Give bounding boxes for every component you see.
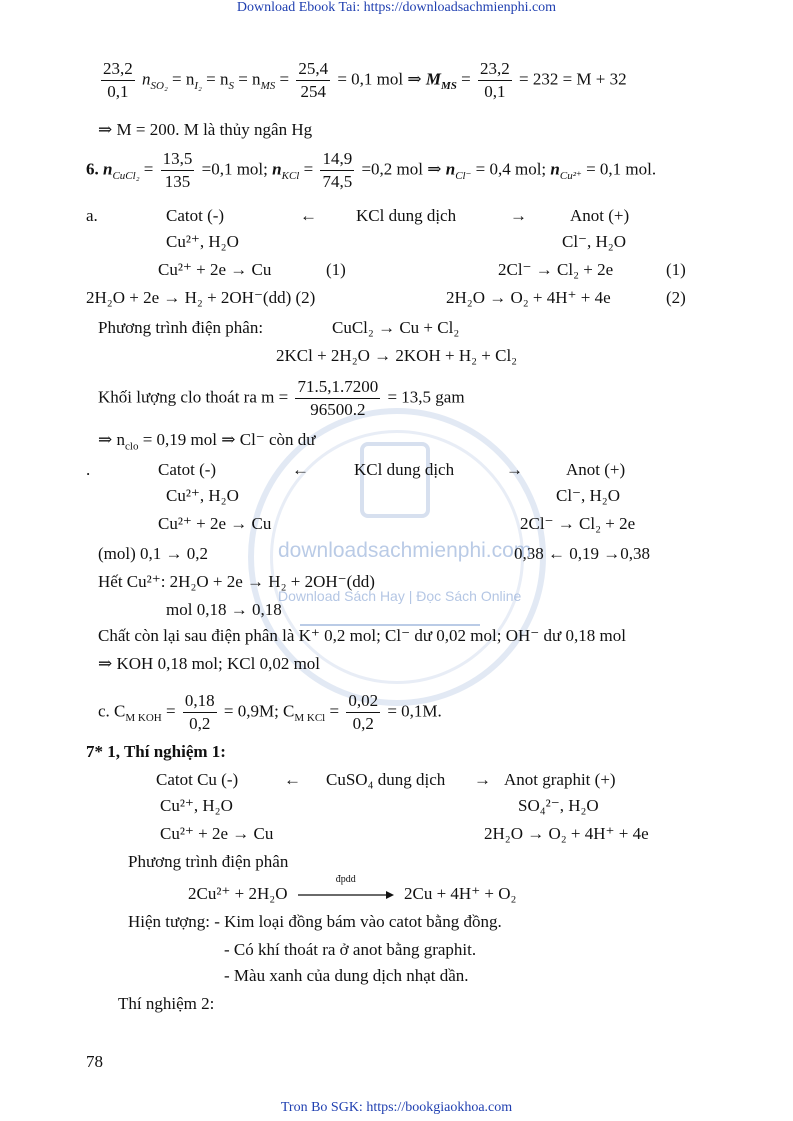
solution-label: KCl dung dịch xyxy=(356,206,457,225)
phenomenon-1: Hiện tượng: - Kim loại đồng bám vào catot bằng đồng. xyxy=(128,912,502,931)
nclo-line: ⇒ $n_{clo} = 0,19$ mol ⇒ Cl⁻ còn dư xyxy=(98,430,316,453)
page-number: 78 xyxy=(86,1052,103,1071)
electrolysis-label: Phương trình điện phân xyxy=(128,852,289,871)
reaction-num: (2) xyxy=(666,288,686,307)
eq-line-6: 6. $n_{CuCl_2}$ = $\frac{13,5}{135}$ =0,1 mol; $n_{KCl}$ = $\frac{14,9}{74,5}$ =0,2 mol ⇒ $n_{Cl^-} = 0,4$ mol; $n_{Cu^{2+}} = 0,1$ mol. xyxy=(86,149,657,191)
electrolysis-eq-1: CuCl₂ → Cu + Cl₂ xyxy=(332,318,460,337)
anot-ions: Cl⁻, H₂O xyxy=(562,232,627,251)
reaction-num: (1) xyxy=(326,260,346,279)
fraction: $\frac{25,4}{254}$ xyxy=(298,59,329,101)
catot-reaction: Cu²⁺ + 2e → Cu xyxy=(160,824,274,843)
mol-line-2: 0,38 ← 0,19 →0,38 xyxy=(514,544,650,563)
anot-label: Anot (+) xyxy=(570,206,630,225)
het-cu-line: Hết Cu²⁺: 2H₂O + 2e → H₂ + 2OH⁻(dd) xyxy=(98,572,375,591)
catot-reaction-2: 2H₂O + 2e → H₂ + 2OH⁻(dd) (2) xyxy=(86,288,316,307)
reaction-arrow: đpdd xyxy=(298,884,394,904)
anot-reaction: 2H₂O → O₂ + 4H⁺ + 4e xyxy=(484,824,649,843)
remaining-line: Chất còn lại sau điện phân là K⁺ 0,2 mol; Cl⁻ dư 0,02 mol; OH⁻ dư 0,18 mol xyxy=(98,626,626,645)
catot-reaction: Cu²⁺ + 2e → Cu xyxy=(158,514,272,533)
header-download-link[interactable]: Download Ebook Tai: https://downloadsachmienphi.com xyxy=(236,0,557,15)
anot-reaction: 2Cl⁻ → Cl₂ + 2e xyxy=(520,514,636,533)
koh-line: ⇒ KOH 0,18 mol; KCl 0,02 mol xyxy=(98,654,321,673)
reaction-num: (1) xyxy=(666,260,686,279)
fraction: $\frac{23,2}{0,1}$ xyxy=(103,59,133,101)
anot-reaction-1: 2Cl⁻ → Cl₂ + 2e xyxy=(498,260,614,279)
result-line: ⇒ M = 200. M là thủy ngân Hg xyxy=(98,120,313,139)
arrow-right: → xyxy=(510,206,527,225)
catot-ions: Cu²⁺, H₂O xyxy=(166,232,239,251)
book-icon xyxy=(360,442,430,518)
fraction: $\frac{23,2}{0,1}$ xyxy=(479,59,510,101)
fraction: $\frac{14,9}{74,5}$ xyxy=(322,149,353,191)
fraction: $\frac{0,02}{0,2}$ xyxy=(348,691,379,733)
solution-label: KCl dung dịch xyxy=(354,460,455,479)
arrow-left: ← xyxy=(292,460,309,479)
catot-reaction-1: Cu²⁺ + 2e → Cu xyxy=(158,260,272,279)
anot-label: Anot graphit (+) xyxy=(504,770,616,789)
arrow-right: → xyxy=(506,460,523,479)
long-arrow-icon xyxy=(298,890,394,900)
catot-ions: Cu²⁺, H₂O xyxy=(160,796,233,815)
footer-sgk-link[interactable]: Tron Bo SGK: https://bookgiaokhoa.com xyxy=(280,1100,513,1115)
arrow-left: ← xyxy=(300,206,317,225)
chlorine-mass: Khối lượng clo thoát ra m = $\frac{71.5,1.7200}{96500.2}$ = 13,5 gam xyxy=(98,377,465,419)
phenomenon-2: - Có khí thoát ra ở anot bằng graphit. xyxy=(224,940,477,959)
electrolysis-eq-2: 2KCl + 2H₂O → 2KOH + H₂ + Cl₂ xyxy=(276,346,518,365)
part-b-label: . xyxy=(86,460,91,479)
catot-ions: Cu²⁺, H₂O xyxy=(166,486,239,505)
part-a-label: a. xyxy=(86,206,98,225)
fraction: $\frac{0,18}{0,2}$ xyxy=(184,691,215,733)
mol-line-3: mol 0,18 → 0,18 xyxy=(166,600,282,619)
q7-heading: 7* 1, Thí nghiệm 1: xyxy=(86,742,226,761)
fraction: $\frac{13,5}{135}$ xyxy=(162,149,193,191)
anot-ions: SO₄²⁻, H₂O xyxy=(518,796,599,815)
experiment-2: Thí nghiệm 2: xyxy=(118,994,215,1013)
anot-reaction-2: 2H₂O → O₂ + 4H⁺ + 4e xyxy=(446,288,611,307)
arrow-right: → xyxy=(474,770,491,789)
anot-label: Anot (+) xyxy=(566,460,626,479)
mol-line-1: (mol) 0,1 → 0,2 xyxy=(98,544,209,563)
anot-ions: Cl⁻, H₂O xyxy=(556,486,621,505)
electrolysis-label: Phương trình điện phân: xyxy=(98,318,264,337)
eq-line-1: $\frac{23,2}{0,1}$ $n_{SO_2} = n_{I_2} = n_S = n_{MS}$ = $\frac{25,4}{254}$ = 0,1 mol ⇒ $M_{MS}$ = $\frac{23,2}{0,1}$ = 232 = M + 32 xyxy=(103,59,627,101)
watermark-site: downloadsachmienphi.com xyxy=(278,539,532,562)
catot-label: Catot (-) xyxy=(158,460,217,479)
fraction: $\frac{71.5,1.7200}{96500.2}$ xyxy=(297,377,379,419)
catot-label: Catot (-) xyxy=(166,206,225,225)
catot-label: Catot Cu (-) xyxy=(156,770,239,789)
watermark-slogan: Download Sách Hay | Đọc Sách Online xyxy=(278,588,522,604)
concentration-line: c. $C_{M KOH}$ = $\frac{0,18}{0,2}$ = 0,9M; $C_{M KCl}$ = $\frac{0,02}{0,2}$ = 0,1M. xyxy=(98,691,442,733)
phenomenon-3: - Màu xanh của dung dịch nhạt dần. xyxy=(224,966,469,985)
arrow-left: ← xyxy=(284,770,301,789)
solution-label: CuSO₄ dung dịch xyxy=(326,770,446,789)
electrolysis-eq: 2Cu²⁺ + 2H₂O đpdd 2Cu + 4H⁺ + O₂ xyxy=(188,874,517,903)
